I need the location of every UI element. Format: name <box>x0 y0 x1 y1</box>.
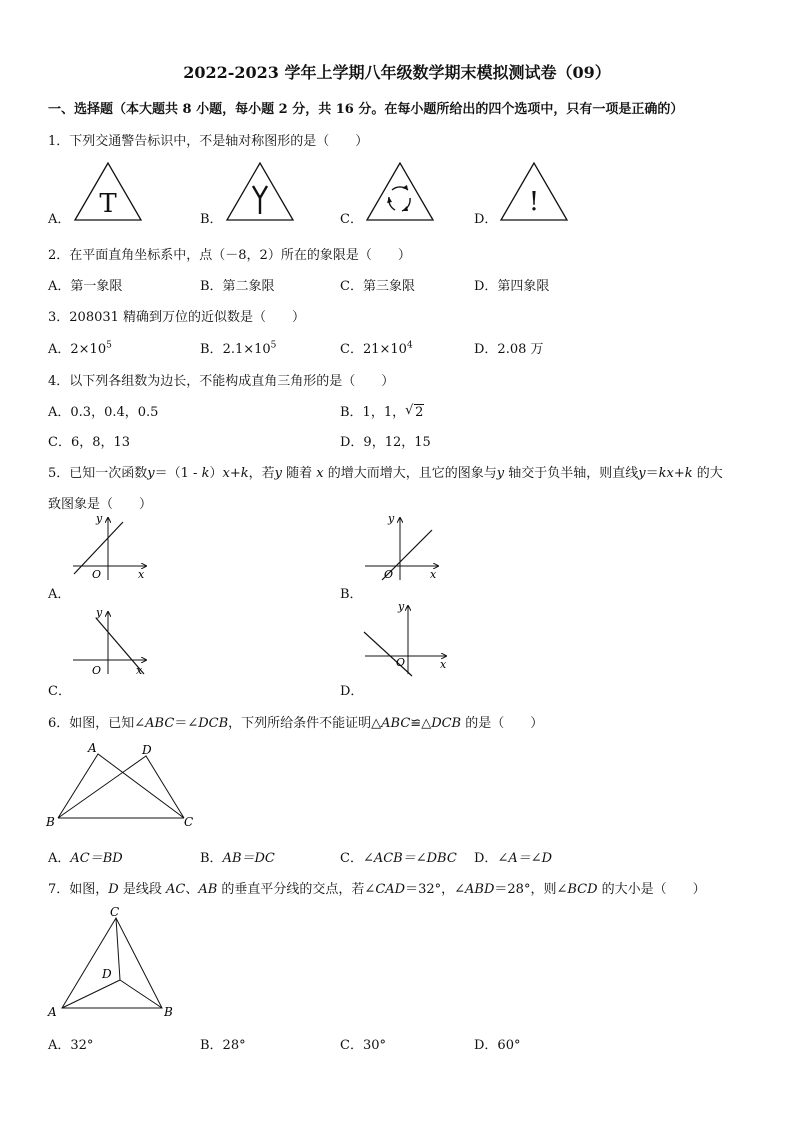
q2-option-c: C．第三象限 <box>340 279 415 294</box>
q5-stem-line2: 致图象是（ ） <box>48 497 153 512</box>
svg-text:D: D <box>102 967 112 981</box>
q1-sign-a <box>72 160 144 224</box>
svg-text:A: A <box>48 1005 57 1019</box>
q2-option-d: D．第四象限 <box>474 279 550 294</box>
svg-text:O: O <box>384 568 394 581</box>
sign-a-letter: T <box>99 189 117 219</box>
sign-d-mark: ! <box>528 187 540 217</box>
q1-sign-b <box>224 160 296 224</box>
q6-option-b: B．AB＝DC <box>200 851 275 866</box>
q1-label-b: B． <box>200 212 223 227</box>
svg-text:D: D <box>142 743 152 757</box>
svg-text:y: y <box>398 600 405 613</box>
q7-option-c: C．30° <box>340 1038 386 1053</box>
svg-text:C: C <box>184 815 194 829</box>
q1-label-d: D． <box>474 212 498 227</box>
svg-text:B: B <box>164 1005 173 1019</box>
q7-option-a: A．32° <box>48 1038 94 1053</box>
svg-text:O: O <box>92 568 102 581</box>
svg-text:y: y <box>96 512 103 525</box>
q1-label-a: A． <box>48 212 71 227</box>
q3-option-a: A．$2\times 10^5$ <box>48 340 112 357</box>
svg-text:x: x <box>136 664 143 677</box>
svg-text:x: x <box>430 568 437 581</box>
q3-stem: 3．208031 精确到万位的近似数是（ ） <box>48 310 306 325</box>
q6-stem: 6．如图，已知∠ABC＝∠DCB，下列所给条件不能证明△ABC≌△DCB 的是（ ） <box>48 716 544 731</box>
section-heading: 一、选择题（本大题共 8 小题，每小题 2 分，共 16 分。在每小题所给出的四个选项中，只有一项是正确的） <box>48 102 684 117</box>
page-title: 2022-2023 学年上学期八年级数学期末模拟测试卷（09） <box>183 63 611 82</box>
q5-label-d: D． <box>340 684 364 699</box>
q2-option-a: A．第一象限 <box>48 279 123 294</box>
q4-stem: 4．以下列各组数为边长，不能构成直角三角形的是（ ） <box>48 374 395 389</box>
q7-option-b: B．28° <box>200 1038 246 1053</box>
q6-figure <box>44 738 204 830</box>
q7-stem: 7．如图，D 是线段 AC、AB 的垂直平分线的交点，若∠CAD＝32°，∠ABD＝28°，则∠BCD 的大小是（ ） <box>48 882 706 897</box>
q5-label-c: C． <box>48 684 71 699</box>
q4-option-a: A．0.3，0.4，0.5 <box>48 405 159 420</box>
q4-option-b: B．1，1， √ 2 <box>340 403 424 420</box>
q5-label-b: B． <box>340 587 363 602</box>
svg-text:O: O <box>92 664 102 677</box>
svg-text:x: x <box>138 568 145 581</box>
q6-option-c: C．∠ACB＝∠DBC <box>340 851 457 866</box>
svg-text:y: y <box>388 512 395 525</box>
q3-option-d: D．2.08 万 <box>474 342 544 357</box>
q5-graph-c <box>68 608 158 678</box>
svg-text:C: C <box>110 905 120 919</box>
q5-graph-b <box>360 514 450 584</box>
svg-text:A: A <box>88 741 97 755</box>
svg-text:B: B <box>46 815 55 829</box>
svg-text:O: O <box>396 656 406 669</box>
q2-option-b: B．第二象限 <box>200 279 275 294</box>
q5-graph-d <box>360 600 450 676</box>
svg-text:x: x <box>440 658 447 671</box>
q3-option-b: B．$2.1\times 10^5$ <box>200 340 277 357</box>
q1-sign-d <box>498 160 570 224</box>
q2-stem: 2．在平面直角坐标系中，点（－8，2）所在的象限是（ ） <box>48 248 411 263</box>
q5-stem: 5．已知一次函数y＝（1 - k）x+k，若y 随着 x 的增大而增大，且它的图象与y 轴交于负半轴，则直线y＝kx+k 的大 <box>48 466 723 481</box>
q6-option-a: A．AC＝BD <box>48 851 123 866</box>
q7-figure <box>44 904 184 1022</box>
q4-option-c: C．6，8，13 <box>48 435 131 450</box>
q3-option-c: C．$21\times 10^4$ <box>340 340 413 357</box>
q1-stem: 1．下列交通警告标识中，不是轴对称图形的是（ ） <box>48 134 369 149</box>
q1-sign-c <box>364 160 436 224</box>
q6-option-d: D．∠A＝∠D <box>474 851 553 866</box>
q7-option-d: D．60° <box>474 1038 521 1053</box>
svg-text:y: y <box>96 606 103 619</box>
q5-graph-a <box>68 514 158 584</box>
q4-option-d: D．9，12，15 <box>340 435 431 450</box>
q1-label-c: C． <box>340 212 363 227</box>
q5-label-a: A． <box>48 587 71 602</box>
